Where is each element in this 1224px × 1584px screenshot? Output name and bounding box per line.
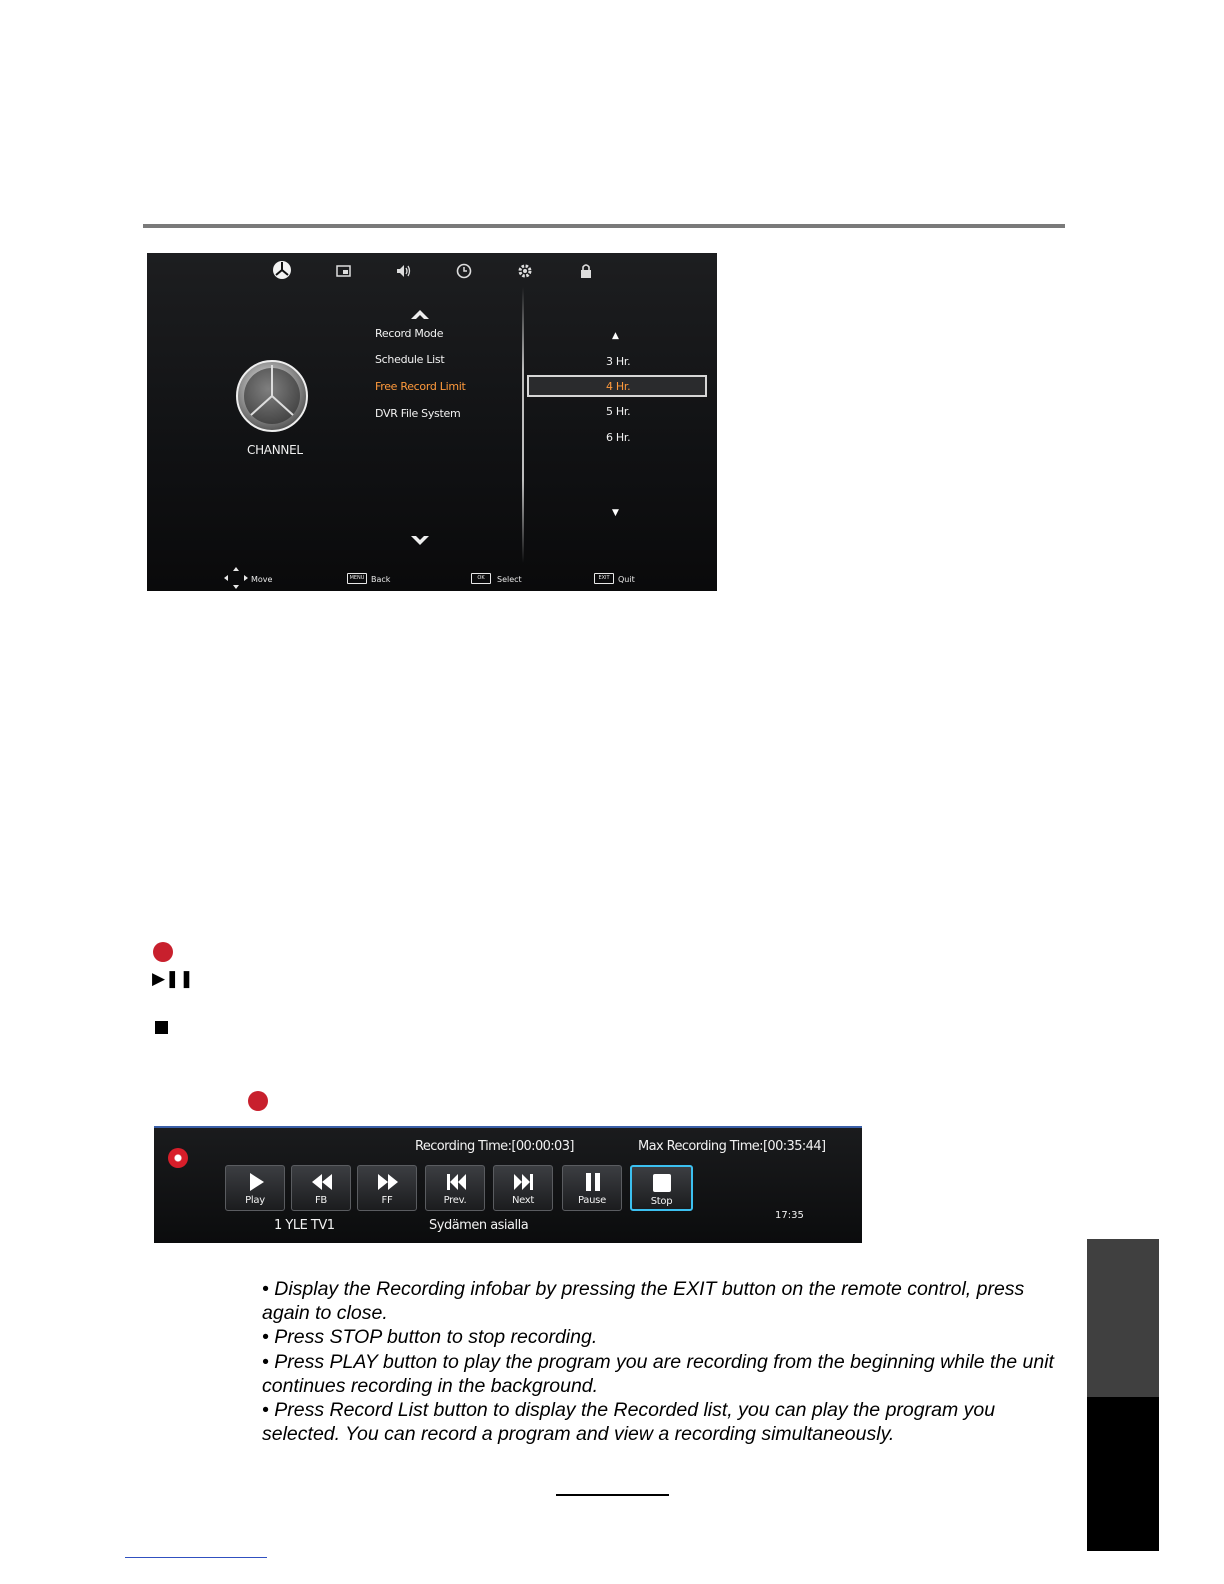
play-icon (245, 1171, 267, 1193)
option-3hr[interactable]: 3 Hr. (606, 355, 631, 368)
ok-key-icon: OK (471, 573, 491, 584)
channel-icon[interactable] (271, 259, 293, 281)
scroll-up-icon[interactable] (409, 307, 431, 321)
play-button-label: Play (245, 1195, 265, 1206)
stop-button[interactable] (630, 1165, 693, 1211)
side-tab-lower (1087, 1397, 1159, 1551)
previous-button-label: Prev. (443, 1195, 467, 1206)
move-arrows-icon (223, 566, 249, 590)
fast-forward-button-label: FF (381, 1195, 393, 1206)
hint-quit: Quit (618, 575, 635, 584)
option-up-arrow-icon[interactable]: ▲ (612, 331, 619, 341)
program-name: Sydämen asialla (429, 1218, 529, 1233)
option-down-arrow-icon[interactable]: ▼ (612, 508, 619, 518)
exit-key-icon: EXIT (594, 573, 614, 584)
stop-icon (155, 1021, 168, 1034)
pause-button-label: Pause (578, 1195, 606, 1206)
instruction-item: • Press Record List button to display the Recorded list, you can play the program you selected. You can record a program and view a recording simultaneously. (262, 1399, 996, 1446)
lock-icon[interactable] (576, 261, 596, 281)
option-6hr[interactable]: 6 Hr. (606, 431, 631, 444)
pause-button[interactable] (562, 1165, 622, 1211)
pause-icon (582, 1171, 604, 1193)
instruction-list (262, 1277, 1062, 1446)
record-icon (248, 1091, 268, 1111)
next-button[interactable] (493, 1165, 553, 1211)
menu-item-dvr-file-system[interactable]: DVR File System (375, 407, 461, 420)
settings-icon[interactable] (515, 261, 535, 281)
menu-divider (522, 287, 524, 563)
play-button[interactable] (225, 1165, 285, 1211)
menu-item-record-mode[interactable]: Record Mode (375, 327, 444, 340)
option-4hr[interactable]: 4 Hr. (606, 380, 631, 393)
page-number-rule (556, 1494, 669, 1496)
tv-menu-screenshot (147, 253, 717, 591)
previous-button[interactable] (425, 1165, 485, 1211)
fast-backward-button-label: FB (314, 1195, 327, 1206)
footer-link-rule (125, 1557, 267, 1558)
instruction-item: • Press PLAY button to play the program you are recording from the beginning while the unit continues recording in the background. (262, 1350, 1054, 1397)
instruction-item: • Press STOP button to stop recording. (262, 1326, 598, 1349)
hint-back: Back (371, 575, 391, 584)
recording-infobar (154, 1126, 862, 1243)
channel-name: 1 YLE TV1 (274, 1218, 335, 1233)
hint-move: Move (251, 575, 273, 584)
sound-icon[interactable] (394, 261, 414, 281)
fast-backward-icon (311, 1171, 333, 1193)
picture-icon[interactable] (334, 261, 354, 281)
channel-globe-icon (235, 359, 309, 433)
fast-backward-button[interactable] (291, 1165, 351, 1211)
recording-time: Recording Time:[00:00:03] (415, 1139, 574, 1154)
previous-icon (445, 1171, 467, 1193)
fast-forward-icon (377, 1171, 399, 1193)
fast-forward-button[interactable] (357, 1165, 417, 1211)
next-icon (513, 1171, 535, 1193)
menu-item-free-record-limit[interactable]: Free Record Limit (375, 380, 466, 393)
clock-icon[interactable] (454, 261, 474, 281)
play-pause-icon: ▶❚❚ (152, 969, 194, 988)
hint-select: Select (497, 575, 522, 584)
next-button-label: Next (511, 1195, 535, 1206)
recording-indicator-icon (168, 1148, 188, 1168)
option-5hr[interactable]: 5 Hr. (606, 405, 631, 418)
scroll-down-icon[interactable] (409, 534, 431, 548)
section-label: CHANNEL (247, 443, 303, 457)
menu-key-icon: MENU (347, 573, 367, 584)
instruction-item: • Display the Recording infobar by pressing the EXIT button on the remote control, press again to close. (262, 1278, 1025, 1325)
menu-item-schedule-list[interactable]: Schedule List (375, 353, 445, 366)
clock: 17:35 (775, 1210, 804, 1221)
stop-icon (651, 1172, 673, 1194)
header-rule (143, 224, 1065, 228)
stop-button-label: Stop (650, 1196, 673, 1207)
max-recording-time: Max Recording Time:[00:35:44] (638, 1139, 826, 1154)
record-icon (153, 942, 173, 962)
side-tab-upper (1087, 1239, 1159, 1397)
